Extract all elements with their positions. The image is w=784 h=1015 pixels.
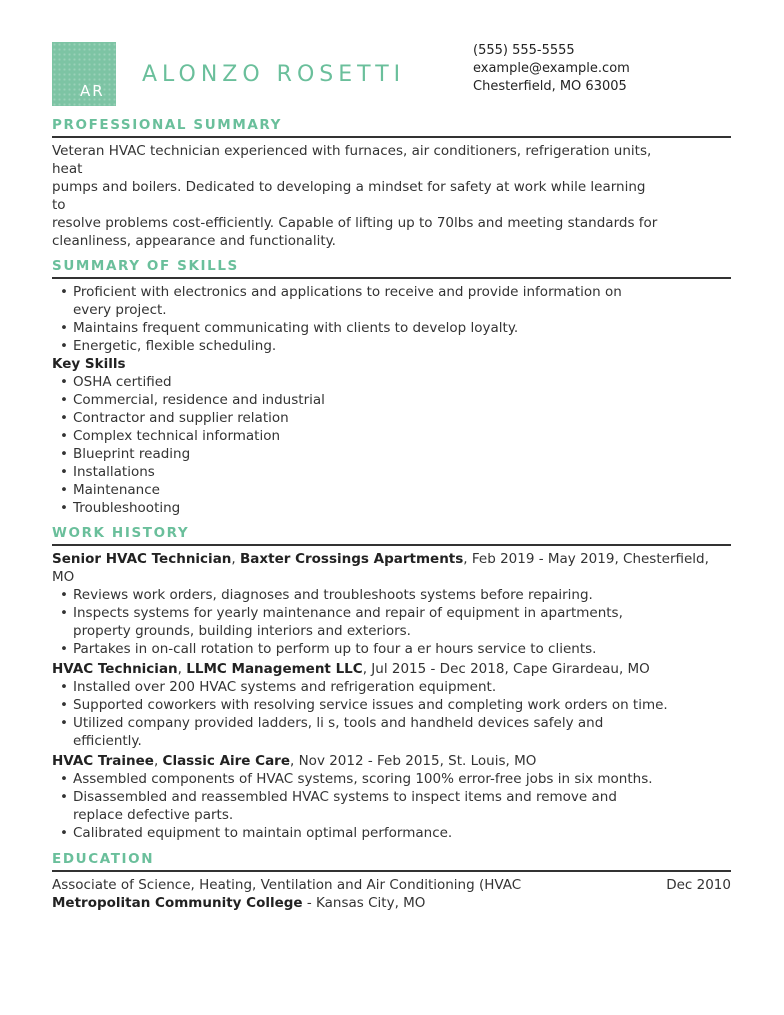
job-entry	[52, 752, 731, 842]
skills-summary-list	[52, 283, 731, 355]
education-entry	[52, 876, 731, 894]
job-role: HVAC Trainee	[52, 753, 154, 769]
list-item: • Partakes in on-call rotation to perform up to four a er hours service to clients.	[52, 640, 731, 658]
list-item: • Installations	[52, 463, 731, 481]
section-title: EDUCATION	[52, 851, 155, 867]
job-details: , Nov 2012 - Feb 2015, St. Louis, MO	[290, 753, 537, 769]
list-item: • Maintenance	[52, 481, 731, 499]
section-divider	[52, 870, 731, 872]
education-date: Dec 2010	[666, 877, 731, 893]
job-duties	[52, 678, 731, 750]
list-item: • Installed over 200 HVAC systems and refrigeration equipment.	[52, 678, 731, 696]
job-duties	[52, 770, 731, 842]
monogram-badge	[52, 42, 116, 106]
list-item: • Contractor and supplier relation	[52, 409, 731, 427]
summary-line: pumps and boilers. Dedicated to developing a mindset for safety at work while learning	[52, 179, 646, 195]
section-title: PROFESSIONAL SUMMARY	[52, 117, 283, 133]
list-item: • Energetic, flexible scheduling.	[52, 337, 731, 355]
job-details: , Feb 2019 - May 2019, Chesterfield,	[463, 551, 709, 567]
list-item: • OSHA certified	[52, 373, 731, 391]
job-header: Senior HVAC Technician, Baxter Crossings Apartments, Feb 2019 - May 2019, Chesterfield, MO	[52, 551, 709, 585]
list-item: • Troubleshooting	[52, 499, 731, 517]
skills-section	[52, 257, 731, 517]
contact-email: example@example.com	[473, 61, 630, 76]
job-company: Baxter Crossings Apartments	[240, 551, 464, 567]
section-title: SUMMARY OF SKILLS	[52, 258, 239, 274]
list-item: • Commercial, residence and industrial	[52, 391, 731, 409]
key-skills-list	[52, 373, 731, 517]
contact-block	[473, 42, 630, 96]
list-item: • Inspects systems for yearly maintenance and repair of equipment in apartments, property grounds, building interiors and exteriors.	[52, 604, 731, 640]
summary-paragraph	[52, 142, 731, 250]
summary-line: heat	[52, 161, 83, 177]
section-divider	[52, 277, 731, 279]
job-company: LLMC Management LLC	[186, 661, 363, 677]
list-item: • Reviews work orders, diagnoses and troubleshoots systems before repairing.	[52, 586, 731, 604]
section-divider	[52, 136, 731, 138]
contact-location: Chesterfield, MO 63005	[473, 79, 627, 94]
summary-line: resolve problems cost-efficiently. Capable of lifting up to 70lbs and meeting standards for	[52, 215, 658, 231]
list-item: • Calibrated equipment to maintain optimal performance.	[52, 824, 731, 842]
job-entry	[52, 660, 731, 750]
list-item: • Disassembled and reassembled HVAC systems to inspect items and remove and replace defective parts.	[52, 788, 731, 824]
list-item: • Proficient with electronics and applications to receive and provide information on every project.	[52, 283, 731, 319]
key-skills-heading: Key Skills	[52, 356, 126, 372]
job-role: HVAC Technician	[52, 661, 178, 677]
monogram-initials: AR	[80, 82, 105, 100]
education-section	[52, 850, 731, 912]
list-item: • Assembled components of HVAC systems, scoring 100% error-free jobs in six months.	[52, 770, 731, 788]
list-item: • Utilized company provided ladders, li s, tools and handheld devices safely and efficiently.	[52, 714, 731, 750]
work-history-section	[52, 524, 731, 842]
education-location: - Kansas City, MO	[302, 895, 426, 911]
professional-summary-section	[52, 116, 731, 250]
job-role: Senior HVAC Technician	[52, 551, 232, 567]
job-details-cont: MO	[52, 569, 75, 585]
job-header: HVAC Technician, LLMC Management LLC, Jul 2015 - Dec 2018, Cape Girardeau, MO	[52, 661, 650, 677]
job-company: Classic Aire Care	[162, 753, 290, 769]
job-details: , Jul 2015 - Dec 2018, Cape Girardeau, MO	[362, 661, 650, 677]
job-header: HVAC Trainee, Classic Aire Care, Nov 2012 - Feb 2015, St. Louis, MO	[52, 753, 537, 769]
education-school-line	[52, 894, 731, 912]
list-item: • Complex technical information	[52, 427, 731, 445]
education-degree: Associate of Science, Heating, Ventilation and Air Conditioning (HVAC	[52, 877, 522, 893]
job-entry	[52, 550, 731, 658]
section-divider	[52, 544, 731, 546]
job-duties	[52, 586, 731, 658]
list-item: • Blueprint reading	[52, 445, 731, 463]
summary-line: cleanliness, appearance and functionality.	[52, 233, 336, 249]
list-item: • Maintains frequent communicating with clients to develop loyalty.	[52, 319, 731, 337]
summary-line: to	[52, 197, 66, 213]
contact-phone: (555) 555-5555	[473, 43, 575, 58]
candidate-name: ALONZO ROSETTI	[142, 62, 406, 87]
education-school: Metropolitan Community College	[52, 895, 303, 911]
summary-line: Veteran HVAC technician experienced with furnaces, air conditioners, refrigeration units,	[52, 143, 652, 159]
list-item: • Supported coworkers with resolving service issues and completing work orders on time.	[52, 696, 731, 714]
section-title: WORK HISTORY	[52, 525, 190, 541]
